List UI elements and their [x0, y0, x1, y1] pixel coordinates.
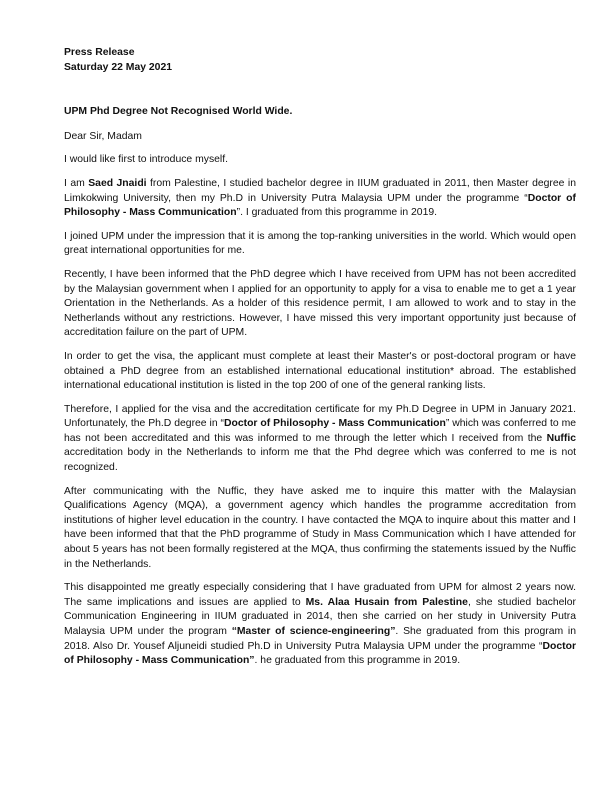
text-run: ” which was conferred to me has not been accreditated and this was informed to me through the letter which I received from the — [64, 418, 577, 444]
text-run: I am — [64, 177, 89, 189]
text-run: . he graduated from this programme in 2019. — [254, 655, 461, 667]
text-run: This disappointed me greatly especially considering that I have graduated from UPM for almost 2 years now. The same implications and issues are applied to — [64, 582, 576, 608]
subject-line: UPM Phd Degree Not Recognised World Wide. — [64, 106, 293, 118]
nuffic-name: Nuffic — [546, 432, 576, 444]
programme-name: Doctor of Philosophy - Mass Communication — [64, 192, 576, 219]
intro-paragraph: I would like first to introduce myself. — [64, 154, 229, 166]
paragraph-visa-requirement: In order to get the visa, the applicant must complete at least their Master's or post-doctoral program or have obtained a PhD degree from an established international educational institution* abroad. The established international educational institution is listed in the top 200 of one of the general ranking lists. — [64, 350, 576, 392]
paragraph-accreditation: Recently, I have been informed that the PhD degree which I have received from UPM has not been accredited by the Malaysian government when I applied for an opportunity to apply for a visa to enable me to get a 1 year Orientation in the Netherlands. As a holder of this residence permit, I am allowed to work and to stay in the Netherlands without any restrictions. However, I have missed this very important opportunity just because of accreditation failure on the part of UPM. — [64, 268, 576, 339]
author-name: Saed Jnaidi — [88, 177, 147, 189]
text-run: , she studied bachelor Communication Engineering in IIUM graduated in 2014, then she carried on her study in University Putra Malaysia UPM under the program — [64, 596, 576, 637]
paragraph-application — [64, 403, 576, 476]
programme-name: Doctor of Philosophy - Mass Communication — [224, 418, 446, 430]
text-run: . She graduated from this program in 2018. Also Dr. Yousef Aljuneidi studied Ph.D in University Putra Malaysia UPM under the programme “ — [64, 626, 576, 652]
salutation: Dear Sir, Madam — [64, 130, 142, 142]
text-run: accreditation body in the Netherlands to inform me that the Phd degree which was conferred to me is not recognized. — [64, 447, 576, 474]
paragraph-others-affected — [64, 581, 576, 669]
text-run: ”. I graduated from this programme in 2019. — [236, 207, 438, 219]
paragraph-introduction — [64, 177, 576, 221]
programme-name: Doctor of Philosophy - Mass Communication” — [64, 640, 576, 667]
press-release-document — [64, 46, 576, 678]
paragraph-expectation: I joined UPM under the impression that it is among the top-ranking universities in the world. Which would open great international opportunities for me. — [64, 230, 576, 257]
programme-name: “Master of science-engineering” — [231, 626, 396, 637]
text-run: Therefore, I applied for the visa and the accreditation certificate for my Ph.D Degree in UPM in January 2021. Unfortunately, the Ph.D degree in “ — [64, 403, 576, 430]
paragraph-mqa: After communicating with the Nuffic, they have asked me to inquire this matter with the Malaysian Qualifications Agency (MQA), a government agency which handles the programme accreditation from institutions of higher level education in the country. I have contacted the MQA to inquire about this matter and I have been informed that that the PhD programme of Study in Mass Communication which I have attended for about 5 years has not been formally registered at the MQA, thus confirming the statements issued by the Nuffic in the Netherlands. — [64, 485, 576, 570]
document-date: Saturday 22 May 2021 — [64, 61, 173, 73]
document-type: Press Release — [64, 47, 135, 58]
affected-person-name: Ms. Alaa Husain from Palestine — [305, 596, 468, 608]
text-run: from Palestine, I studied bachelor degree in IIUM graduated in 2011, then Master degree in Limkokwing University, then my Ph.D in University Putra Malaysia UPM under the programme “ — [64, 177, 576, 204]
